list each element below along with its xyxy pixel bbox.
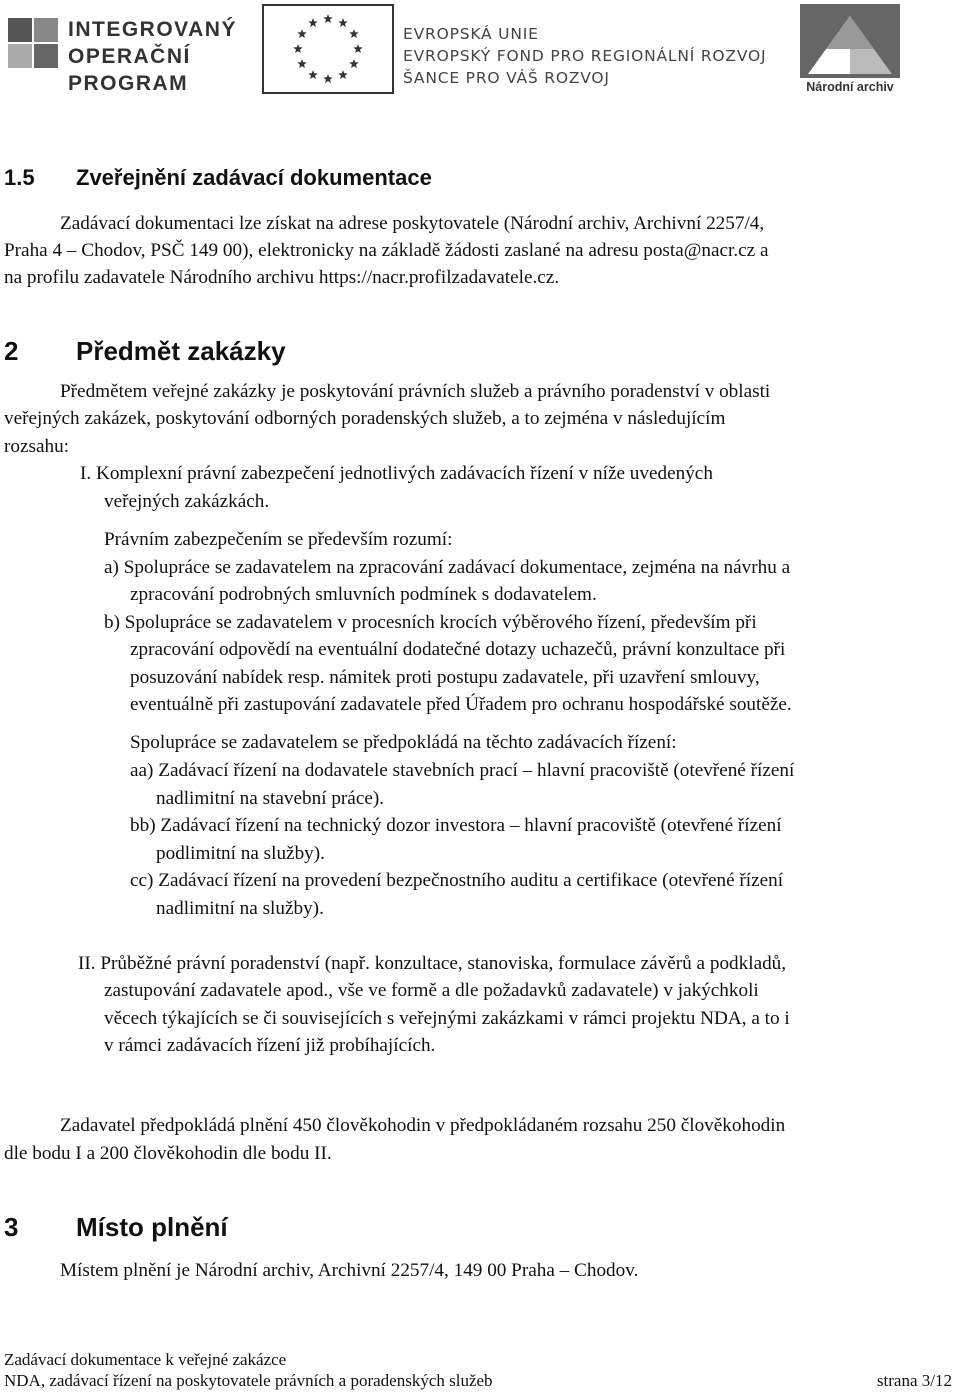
- item-b-line-1: b) Spolupráce se zadavatelem v procesních krocích výběrového řízení, především při: [104, 612, 757, 633]
- item-2-line-3: věcech týkajících se či souvisejících s veřejnými zakázkami v rámci projektu NDA, a to i: [104, 1008, 790, 1029]
- zabezpeceni-intro: Právním zabezpečením se především rozumí:: [104, 529, 453, 550]
- item-1-line-2: veřejných zakázkách.: [104, 491, 270, 512]
- item-aa-line-2: nadlimitní na stavební práce).: [156, 788, 385, 809]
- section-2-intro-line-2: veřejných zakázek, poskytování odborných poradenských služeb, a to zejména v následujícím: [4, 408, 726, 429]
- section-1-5-line-1: Zadávací dokumentaci lze získat na adrese poskytovatele (Národní archiv, Archivní 2257/4,: [60, 213, 765, 234]
- narodni-archiv-logo-icon: [800, 4, 900, 78]
- item-b-line-4: eventuálně při zastupování zadavatele před Úřadem pro ochranu hospodářské soutěže.: [130, 694, 792, 715]
- item-b-line-2: zpracování odpovědí na eventuální dodatečné dotazy uchazečů, právní konzultace při: [130, 639, 786, 660]
- eu-logo-text: [403, 23, 766, 89]
- item-2-line-1: II. Průběžné právní poradenství (např. konzultace, stanoviska, formulace závěrů a podkladů,: [78, 953, 787, 974]
- iop-line-3: PROGRAM: [68, 72, 189, 95]
- section-2-intro-line-1: Předmětem veřejné zakázky je poskytování právních služeb a právního poradenství v oblasti: [60, 381, 771, 402]
- rizeni-intro: Spolupráce se zadavatelem se předpokládá na těchto zadávacích řízení:: [130, 732, 677, 753]
- item-a-line-1: a) Spolupráce se zadavatelem na zpracování zadávací dokumentace, zejména na návrhu a: [104, 557, 791, 578]
- eu-line-1: EVROPSKÁ UNIE: [403, 25, 539, 43]
- item-b-line-3: posuzování nabídek resp. námitek proti postupu zadavatele, při uzavření smlouvy,: [130, 667, 760, 688]
- narodni-archiv-logo: [800, 4, 900, 98]
- iop-line-1: INTEGROVANÝ: [68, 18, 237, 41]
- section-3-text: Místem plnění je Národní archiv, Archivní 2257/4, 149 00 Praha – Chodov.: [60, 1260, 639, 1281]
- item-2-line-2: zastupování zadavatele apod., vše ve formě a dle požadavků zadavatele) v jakýchkoli: [104, 980, 759, 1001]
- eu-line-3: ŠANCE PRO VÁŠ ROZVOJ: [403, 69, 610, 87]
- section-1-5-title: Zveřejnění zadávací dokumentace: [76, 165, 432, 190]
- iop-logo-text: [68, 16, 237, 97]
- iop-logo-icon: [6, 10, 66, 96]
- eu-flag-icon: [262, 4, 394, 94]
- section-2-intro-line-3: rozsahu:: [4, 436, 70, 457]
- item-cc-line-2: nadlimitní na služby).: [156, 898, 324, 919]
- section-3-number: 3: [4, 1212, 19, 1242]
- item-a-line-2: zpracování podrobných smluvních podmínek s dodavatelem.: [130, 584, 597, 605]
- item-bb-line-1: bb) Zadávací řízení na technický dozor investora – hlavní pracoviště (otevřené řízení: [130, 815, 782, 836]
- item-2-line-4: v rámci zadávacích řízení již probíhajících.: [104, 1035, 436, 1056]
- section-1-5-line-2: Praha 4 – Chodov, PSČ 149 00), elektronicky na základě žádosti zaslané na adresu posta@nacr.cz a: [4, 240, 769, 261]
- section-2-number: 2: [4, 336, 19, 366]
- section-3-title: Místo plnění: [76, 1212, 228, 1242]
- footer-line-1: Zadávací dokumentace k veřejné zakázce: [4, 1350, 287, 1369]
- item-1-line-1: I. Komplexní právní zabezpečení jednotlivých zadávacích řízení v níže uvedených: [80, 463, 713, 484]
- hours-line-2: dle bodu I a 200 člověkohodin dle bodu II.: [4, 1143, 332, 1164]
- item-bb-line-2: podlimitní na služby).: [156, 843, 325, 864]
- section-1-5-line-3: na profilu zadavatele Národního archivu https://nacr.profilzadavatele.cz.: [4, 267, 560, 288]
- item-aa-line-1: aa) Zadávací řízení na dodavatele stavebních prací – hlavní pracoviště (otevřené řízení: [130, 760, 795, 781]
- section-2-title: Předmět zakázky: [76, 336, 286, 366]
- hours-line-1: Zadavatel předpokládá plnění 450 člověkohodin v předpokládaném rozsahu 250 člověkohodin: [60, 1115, 786, 1136]
- footer-page-number: strana 3/12: [876, 1371, 952, 1390]
- eu-line-2: EVROPSKÝ FOND PRO REGIONÁLNÍ ROZVOJ: [403, 47, 767, 65]
- item-cc-line-1: cc) Zadávací řízení na provedení bezpečnostního auditu a certifikace (otevřené řízení: [130, 870, 784, 891]
- footer-line-2: NDA, zadávací řízení na poskytovatele právních a poradenských služeb: [4, 1371, 493, 1390]
- section-1-5-number: 1.5: [4, 165, 35, 190]
- iop-logo: [6, 10, 237, 96]
- narodni-archiv-logo-label: Národní archiv: [806, 80, 894, 94]
- iop-line-2: OPERAČNÍ: [68, 45, 191, 68]
